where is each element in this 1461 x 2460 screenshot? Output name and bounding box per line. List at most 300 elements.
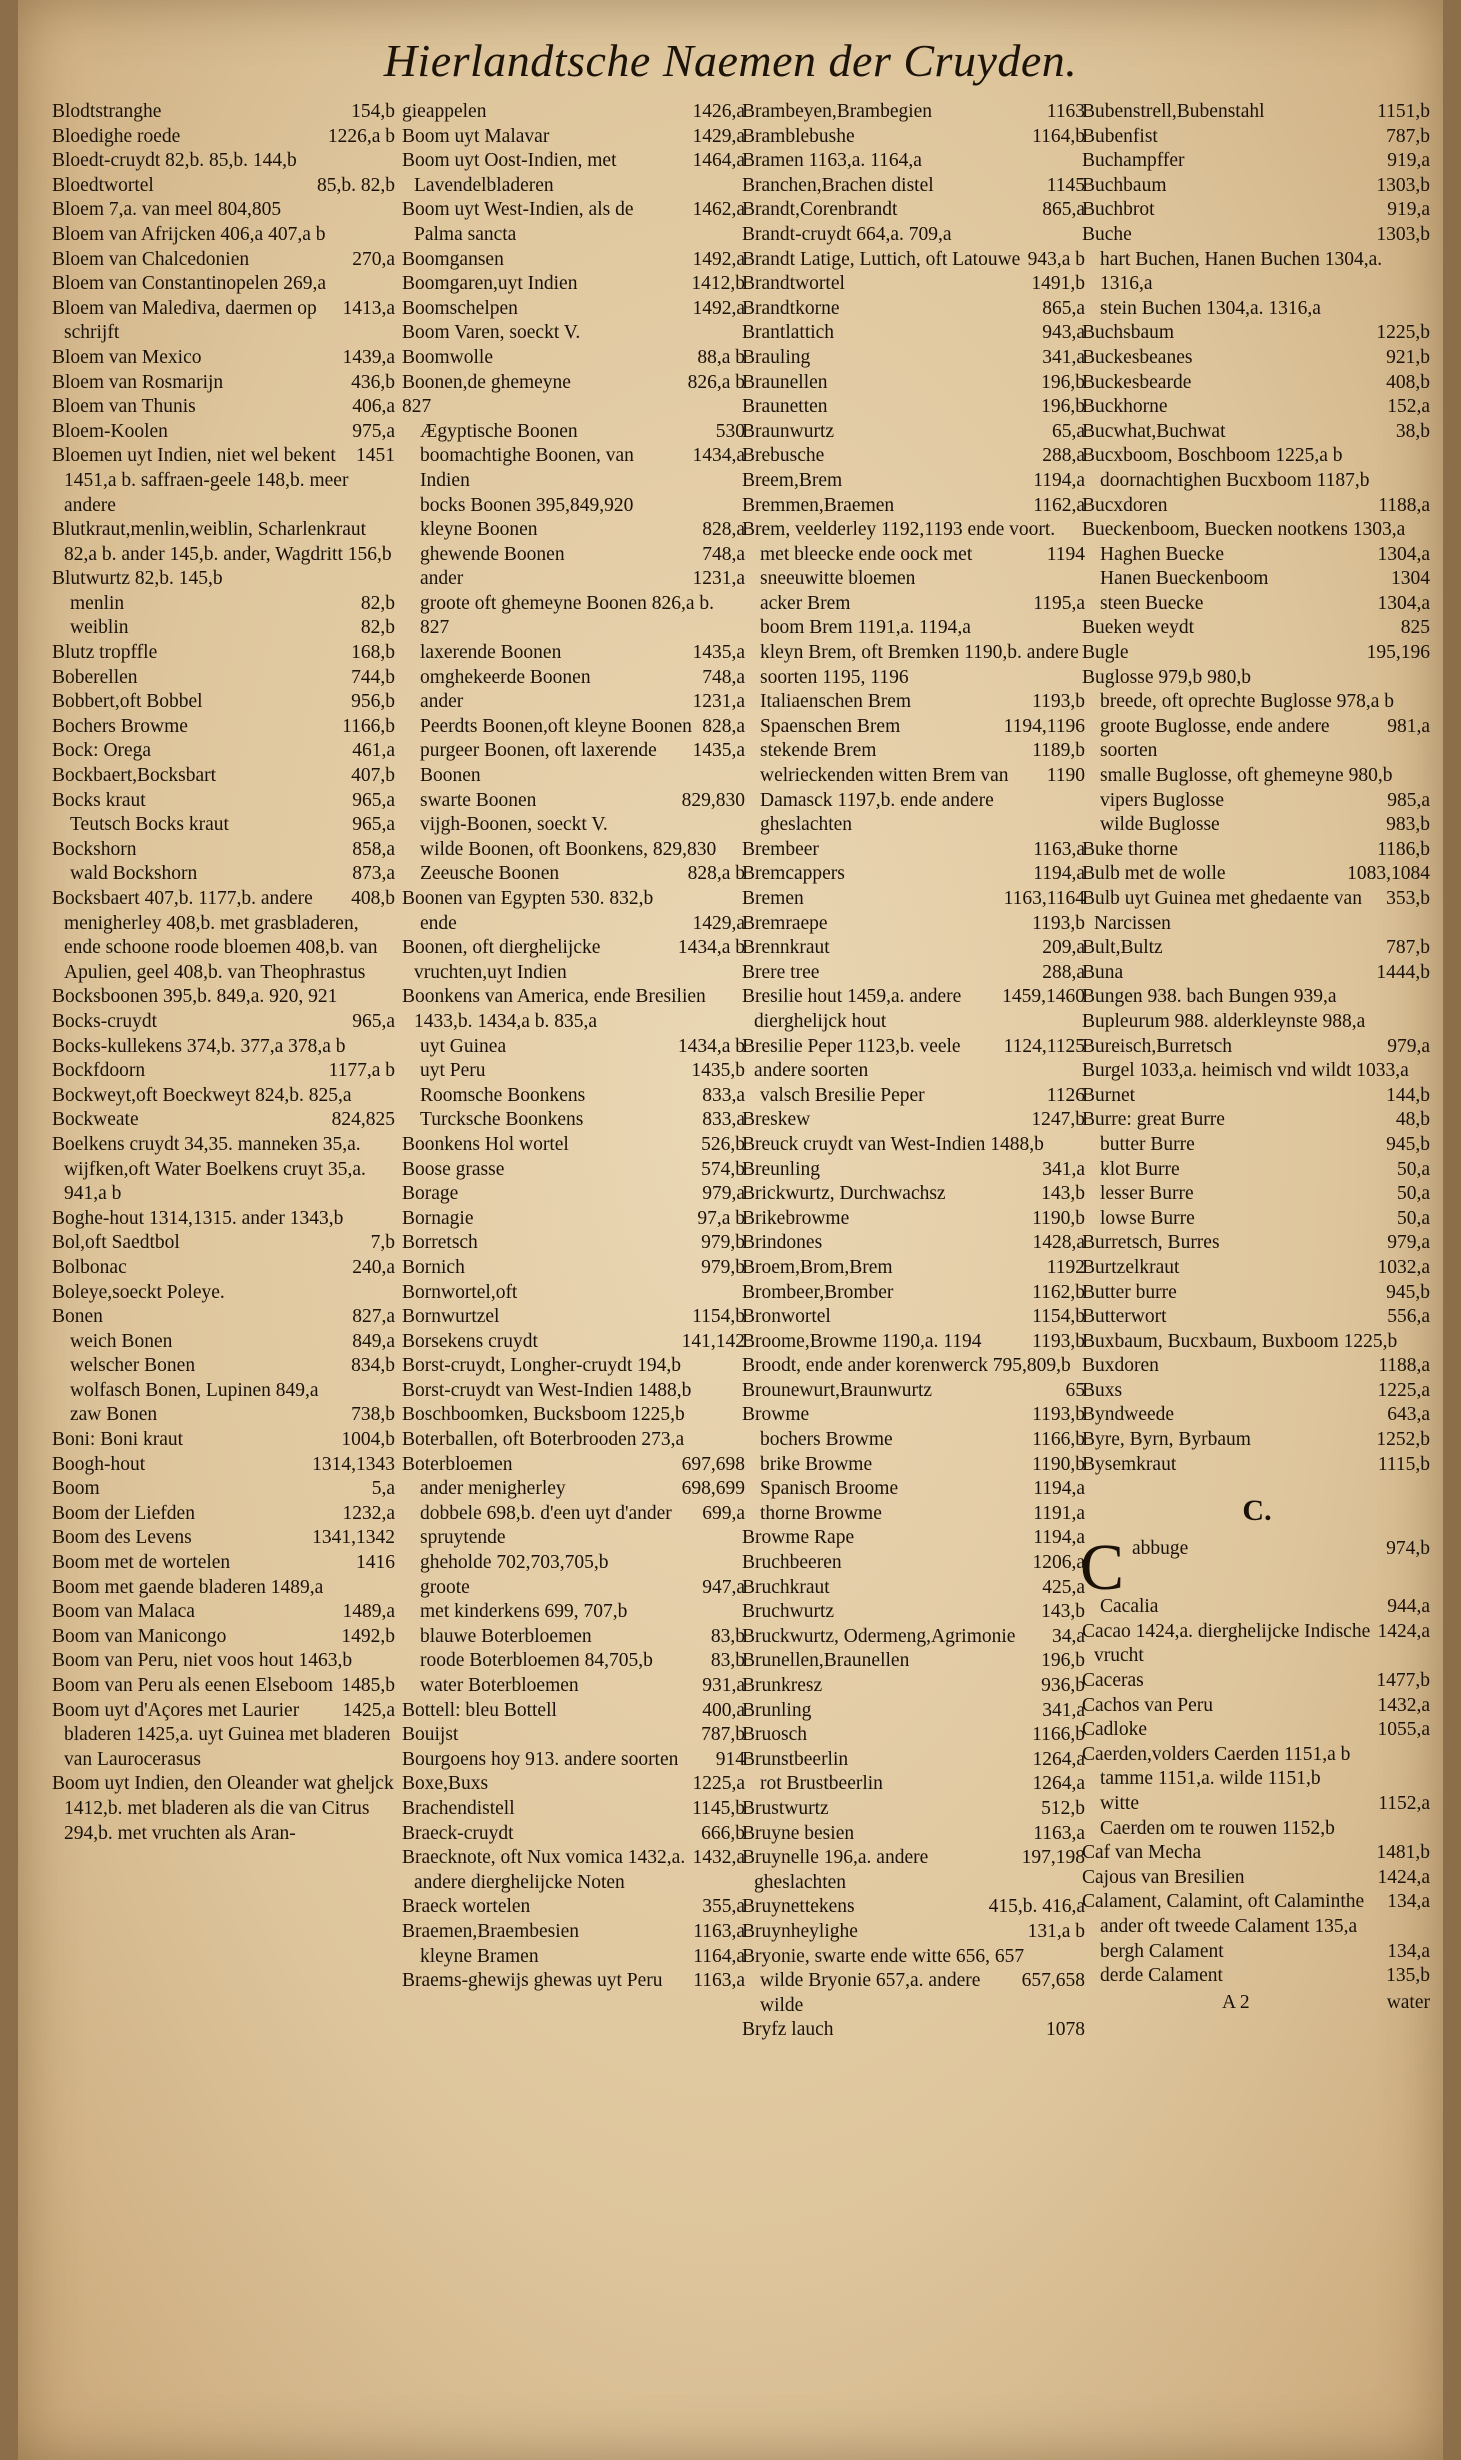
index-entry <box>52 1305 397 1330</box>
index-entry <box>52 1428 397 1453</box>
entry-term: Burtzelkraut <box>1082 1256 1180 1278</box>
entry-page-ref: 921,b <box>1386 346 1430 368</box>
entry-term: Caerden,volders Caerden 1151,a b <box>1082 1743 1351 1765</box>
entry-page-ref: 1206,a <box>1032 1552 1085 1574</box>
entry-page-ref: 461,a <box>352 740 395 762</box>
index-entry <box>402 690 747 715</box>
index-entry <box>742 297 1087 322</box>
index-entry <box>742 1035 1087 1084</box>
entry-page-ref: 1166,b <box>1032 1429 1085 1451</box>
index-entry <box>402 518 747 543</box>
index-entry <box>742 985 1087 1034</box>
entry-term: Bloem-Koolen <box>52 420 168 442</box>
entry-page-ref: 48,b <box>1395 1109 1430 1131</box>
entry-term: Boberellen <box>52 666 138 688</box>
entry-term: 827 <box>402 396 432 418</box>
entry-page-ref: 919,a <box>1387 199 1430 221</box>
index-entry <box>1082 1403 1432 1428</box>
entry-term: vijgh-Boonen, soeckt V. <box>420 814 608 836</box>
entry-page-ref: 1191,a <box>1033 1502 1085 1524</box>
index-entry <box>1082 1694 1432 1719</box>
entry-term: Boomgansen <box>402 248 504 270</box>
entry-term: met bleecke ende oock met sneeuwitte bloemen <box>760 543 973 590</box>
index-entry <box>52 813 397 838</box>
index-entry <box>742 1846 1087 1895</box>
index-entry <box>742 641 1087 690</box>
entry-page-ref: 1226,a b <box>327 125 395 147</box>
entry-page-ref: 407,b <box>351 765 395 787</box>
entry-page-ref: 1078 <box>1046 2019 1085 2041</box>
index-entry <box>1082 469 1432 494</box>
index-entry <box>742 1649 1087 1674</box>
entry-term: Buchbrot <box>1082 199 1155 221</box>
entry-term: Braemen,Braembesien <box>402 1920 580 1942</box>
index-entry <box>1082 494 1432 519</box>
entry-term: Hanen Bueckenboom <box>1100 568 1269 590</box>
entry-term: Buna <box>1082 961 1124 983</box>
entry-page-ref: 1434,a b <box>677 1035 745 1057</box>
index-entry <box>52 789 397 814</box>
index-entry <box>742 1354 1087 1379</box>
index-entry <box>742 1576 1087 1601</box>
entry-term: Roomsche Boonkens <box>420 1084 586 1106</box>
index-entry <box>1082 1792 1432 1817</box>
entry-page-ref: 1434,a <box>692 445 745 467</box>
entry-page-ref: 945,b <box>1386 1281 1430 1303</box>
entry-page-ref: 943,a b <box>1027 248 1085 270</box>
entry-term: Bysemkraut <box>1082 1453 1177 1475</box>
entry-term: Bruchkraut <box>742 1576 830 1598</box>
entry-term: Bramen 1163,a. 1164,a <box>742 150 922 172</box>
index-entry <box>1082 1866 1432 1891</box>
index-entry <box>742 739 1087 764</box>
entry-page-ref: 50,a <box>1396 1207 1430 1229</box>
entry-term: Peerdts Boonen,oft kleyne Boonen <box>420 715 692 737</box>
index-entry <box>52 1207 397 1232</box>
index-entry <box>742 174 1087 199</box>
entry-term: laxerende Boonen <box>420 642 562 664</box>
entry-term: Burgel 1033,a. heimisch vnd wildt 1033,a <box>1082 1060 1409 1082</box>
index-entry <box>742 198 1087 223</box>
entry-term: doornachtighen Bucxboom 1187,b <box>1100 469 1370 491</box>
entry-page-ref: 1435,a <box>692 642 745 664</box>
entry-page-ref: 1412,b <box>691 273 745 295</box>
index-entry <box>742 592 1087 617</box>
entry-term: Blutwurtz 82,b. 145,b <box>52 568 223 590</box>
index-entry <box>402 641 747 666</box>
index-entry <box>402 1502 747 1551</box>
entry-term: Butterwort <box>1082 1306 1167 1328</box>
entry-term: Bupleurum 988. alderkleynste 988,a <box>1082 1010 1366 1032</box>
entry-term: Bruchwurtz <box>742 1601 835 1623</box>
index-entry <box>402 1945 747 1970</box>
entry-page-ref: 1485,b <box>341 1675 395 1696</box>
index-entry <box>1082 1428 1432 1453</box>
index-entry <box>1082 1595 1432 1620</box>
entry-term: Boom uyt West-Indien, als de Palma sancta <box>402 199 634 245</box>
entry-term: Bruynettekens <box>742 1896 855 1918</box>
index-entry <box>742 1281 1087 1306</box>
index-entry <box>52 100 397 125</box>
index-entry <box>52 666 397 691</box>
index-entry <box>742 1920 1087 1945</box>
index-entry <box>1082 444 1432 469</box>
entry-term: wald Bockshorn <box>70 863 198 885</box>
entry-term: rot Brustbeerlin <box>760 1773 883 1795</box>
entry-page-ref: 1163,a <box>1033 1822 1085 1844</box>
entry-term: Bornwurtzel <box>402 1306 500 1328</box>
index-entry <box>1082 100 1432 125</box>
section-heading-c: C. <box>1242 1494 1272 1528</box>
entry-term: kleyne Boonen <box>420 519 538 541</box>
entry-term: Spaenschen Brem <box>760 715 901 737</box>
index-entry <box>742 1379 1087 1404</box>
index-entry <box>1082 1256 1432 1281</box>
entry-term: Buxs <box>1082 1379 1123 1401</box>
entry-term: Bochers Browme <box>52 715 188 737</box>
entry-term: Brunkresz <box>742 1675 823 1696</box>
index-entry <box>52 1477 397 1502</box>
index-entry <box>742 1256 1087 1281</box>
entry-page-ref: 85,b. 82,b <box>317 174 395 196</box>
entry-term: Bolbonac <box>52 1256 127 1278</box>
entry-page-ref: 956,b <box>351 691 395 713</box>
index-entry <box>402 1256 747 1281</box>
index-entry <box>402 1748 747 1773</box>
entry-term: ghewende Boonen <box>420 543 565 565</box>
entry-term: uyt Guinea <box>420 1035 507 1057</box>
entry-page-ref: 824,825 <box>331 1109 395 1131</box>
entry-term: Brandt-cruydt 664,a. 709,a <box>742 223 952 245</box>
index-entry <box>52 739 397 764</box>
entry-page-ref: 1163,a <box>693 1920 745 1942</box>
entry-term: wilde Boonen, oft Boonkens, 829,830 <box>420 838 717 860</box>
entry-page-ref: 936,b <box>1041 1675 1085 1696</box>
entry-term: Boom met gaende bladeren 1489,a <box>52 1576 324 1598</box>
entry-page-ref: 975,a <box>352 420 395 442</box>
index-entry <box>1082 518 1432 543</box>
entry-page-ref: 1151,b <box>1377 101 1430 122</box>
entry-term: Bulb met de wolle <box>1082 863 1226 885</box>
entry-term: Buke thorne <box>1082 838 1178 860</box>
index-entry <box>52 764 397 789</box>
entry-term: lowse Burre <box>1100 1207 1195 1229</box>
entry-term: ander oft tweede Calament 135,a <box>1100 1915 1358 1937</box>
index-entry <box>742 149 1087 174</box>
index-column-1 <box>52 100 397 1846</box>
entry-term: Brustwurtz <box>742 1797 829 1819</box>
index-entry <box>402 1207 747 1232</box>
entry-term: Boose grasse <box>402 1158 505 1180</box>
entry-term: Brebusche <box>742 445 825 467</box>
index-entry <box>52 125 397 150</box>
entry-term: Brunstbeerlin <box>742 1748 849 1770</box>
entry-term: Bloemen uyt Indien, niet wel bekent 1451,a b. saffraen-geele 148,b. meer andere <box>52 445 349 516</box>
entry-page-ref: 270,a <box>352 248 395 270</box>
index-entry <box>52 690 397 715</box>
index-entry <box>52 862 397 887</box>
index-entry <box>52 887 397 985</box>
entry-term: Boschboomken, Bucksboom 1225,b <box>402 1404 685 1426</box>
entry-term: Bloem van Mexico <box>52 346 202 368</box>
entry-term: Boterballen, oft Boterbrooden 273,a <box>402 1429 685 1451</box>
entry-term: Butter burre <box>1082 1281 1177 1303</box>
entry-term: Boom van Peru, niet voos hout 1463,b <box>52 1650 353 1672</box>
entry-term: Bocks kraut <box>52 789 146 811</box>
entry-term: Boom der Liefden <box>52 1502 195 1524</box>
index-entry <box>402 887 747 912</box>
entry-term: Bruynelle 196,a. andere gheslachten <box>742 1847 929 1893</box>
entry-term: Bocksboonen 395,b. 849,a. 920, 921 <box>52 986 338 1008</box>
index-entry <box>402 1576 747 1601</box>
index-entry <box>52 1059 397 1084</box>
index-entry <box>402 739 747 788</box>
entry-page-ref: 1413,a <box>342 297 395 319</box>
entry-page-ref: 530 <box>715 420 745 442</box>
entry-term: Bronwortel <box>742 1306 831 1328</box>
entry-page-ref: 748,a <box>702 666 745 688</box>
index-entry <box>402 248 747 273</box>
index-entry <box>742 1969 1087 2018</box>
entry-term: Boleye,soeckt Poleye. <box>52 1281 225 1303</box>
entry-term: Braeck-cruydt <box>402 1822 514 1844</box>
index-entry <box>52 1600 397 1625</box>
entry-term: Brachendistell <box>402 1797 515 1819</box>
entry-page-ref: 1264,a <box>1032 1773 1085 1795</box>
entry-page-ref: 1462,a <box>692 199 745 221</box>
entry-term: Boom uyt d'Açores met Laurier bladeren 1425,a. uyt Guinea met bladeren van Laurocerasus <box>52 1699 391 1770</box>
entry-page-ref: 196,b <box>1041 1650 1085 1672</box>
index-entry <box>742 1674 1087 1699</box>
index-entry <box>402 1305 747 1330</box>
entry-term: bochers Browme <box>760 1429 893 1451</box>
index-entry <box>1082 1964 1432 1989</box>
entry-term: boom Brem 1191,a. 1194,a <box>760 617 971 639</box>
index-entry <box>402 666 747 691</box>
index-entry <box>1082 1915 1432 1940</box>
entry-term: derde Calament <box>1100 1965 1223 1987</box>
entry-page-ref: 1195,a <box>1033 592 1085 614</box>
entry-page-ref: 1304,a <box>1377 592 1430 614</box>
index-entry <box>1080 1531 1432 1605</box>
entry-page-ref: 825 <box>1400 617 1430 639</box>
index-entry <box>1082 223 1432 248</box>
index-entry <box>1082 1767 1432 1792</box>
entry-term: Bremen <box>742 888 804 909</box>
entry-term: Boom <box>52 1478 100 1500</box>
entry-term: Boom van Manicongo <box>52 1625 227 1647</box>
entry-page-ref: 1162,b <box>1032 1281 1085 1303</box>
index-entry <box>742 1895 1087 1920</box>
index-entry <box>1082 321 1432 346</box>
entry-term: Turcksche Boonkens <box>420 1109 584 1131</box>
index-entry <box>402 1969 747 1994</box>
index-entry <box>742 887 1087 912</box>
entry-page-ref: 1055,a <box>1377 1719 1430 1741</box>
entry-term: Cacao 1424,a. dierghelijcke Indische vrucht <box>1082 1620 1371 1667</box>
entry-term: Bremmen,Braemen <box>742 494 895 516</box>
index-entry <box>1082 1084 1432 1109</box>
entry-term: Bloedighe roede <box>52 125 181 147</box>
index-entry <box>52 1133 397 1207</box>
entry-term: Bungen 938. bach Bungen 939,a <box>1082 986 1337 1008</box>
entry-page-ref: 341,a <box>1042 1699 1085 1721</box>
entry-page-ref: 1188,a <box>1378 494 1430 516</box>
entry-page-ref: 131,a b <box>1027 1920 1085 1942</box>
index-entry <box>1082 1669 1432 1694</box>
entry-page-ref: 152,a <box>1387 396 1430 418</box>
index-entry <box>52 1084 397 1109</box>
column-4-entries <box>1082 100 1432 1477</box>
entry-page-ref: 144,b <box>1386 1084 1430 1106</box>
entry-term: Byre, Byrn, Byrbaum <box>1082 1429 1251 1451</box>
index-column-3 <box>742 100 1087 2043</box>
entry-term: Brunling <box>742 1699 812 1721</box>
entry-page-ref: 1303,b <box>1376 174 1430 196</box>
entry-term: Brem, veelderley 1192,1193 ende voort. <box>742 519 1056 541</box>
index-entry <box>742 1822 1087 1847</box>
index-entry <box>1082 1817 1432 1842</box>
entry-page-ref: 931,a <box>702 1675 745 1696</box>
entry-term: Burnet <box>1082 1084 1136 1106</box>
index-entry <box>402 813 747 838</box>
entry-term: Bremraepe <box>742 912 828 934</box>
entry-page-ref: 945,b <box>1386 1133 1430 1155</box>
entry-term: Bockbaert,Bocksbart <box>52 765 217 787</box>
entry-term: Bockweyt,oft Boeckweyt 824,b. 825,a <box>52 1084 352 1106</box>
entry-page-ref: 828,a <box>702 715 745 737</box>
entry-term: Byndweede <box>1082 1404 1175 1426</box>
index-entry <box>52 518 397 567</box>
entry-page-ref: 7,b <box>370 1232 395 1254</box>
entry-page-ref: 141,142 <box>681 1330 745 1352</box>
entry-term: Bockfdoorn <box>52 1060 146 1082</box>
entry-page-ref: 1491,b <box>1031 273 1085 295</box>
entry-page-ref: 355,a <box>702 1896 745 1918</box>
index-entry <box>742 862 1087 887</box>
index-entry <box>402 420 747 445</box>
index-entry <box>52 1699 397 1773</box>
entry-term: witte <box>1100 1793 1139 1814</box>
index-entry <box>1082 420 1432 445</box>
index-entry <box>402 1772 747 1797</box>
index-entry <box>402 1108 747 1133</box>
entry-term: Breem,Brem <box>742 469 843 491</box>
entry-term: Brikebrowme <box>742 1207 850 1229</box>
entry-term: Bruosch <box>742 1724 807 1746</box>
index-entry <box>402 100 747 125</box>
entry-page-ref: 240,a <box>352 1256 395 1278</box>
entry-page-ref: 744,b <box>351 666 395 688</box>
entry-term: klot Burre <box>1100 1158 1180 1180</box>
index-entry <box>402 1600 747 1625</box>
index-entry <box>52 838 397 863</box>
entry-term: Braunetten <box>742 396 828 418</box>
entry-page-ref: 134,a <box>1387 1891 1430 1913</box>
entry-term: steen Buecke <box>1100 592 1204 614</box>
index-entry <box>742 543 1087 592</box>
entry-term: Brickwurtz, Durchwachsz <box>742 1183 946 1205</box>
entry-term: ander <box>420 568 464 590</box>
entry-term: Spanisch Broome <box>760 1478 899 1500</box>
index-entry <box>742 469 1087 494</box>
entry-page-ref: 1115,b <box>1377 1453 1430 1475</box>
index-entry <box>742 715 1087 740</box>
entry-term: Boom van Peru als eenen Elseboom <box>52 1675 334 1696</box>
index-entry <box>52 272 397 297</box>
index-entry <box>402 1649 747 1674</box>
entry-term: Bucwhat,Buchwat <box>1082 420 1226 442</box>
entry-page-ref: 1303,b <box>1376 223 1430 245</box>
index-entry <box>52 420 397 445</box>
entry-term: Bresilie hout 1459,a. andere dierghelijck hout <box>742 986 962 1032</box>
entry-term: Boonen van Egypten 530. 832,b <box>402 888 654 909</box>
entry-term: Bocks-cruydt <box>52 1010 158 1032</box>
entry-page-ref: 1032,a <box>1377 1256 1430 1278</box>
index-entry <box>402 1846 747 1895</box>
index-entry <box>402 1059 747 1084</box>
entry-page-ref: 195,196 <box>1366 642 1430 664</box>
index-entry <box>742 961 1087 986</box>
entry-term: welrieckenden witten Brem van Damasck 1197,b. ende andere gheslachten <box>760 765 1009 836</box>
index-entry <box>52 616 397 641</box>
entry-term: Boogh-hout <box>52 1453 146 1475</box>
index-entry <box>52 223 397 248</box>
index-entry <box>1082 371 1432 396</box>
index-entry <box>742 223 1087 248</box>
index-entry <box>1082 936 1432 961</box>
index-entry <box>402 1084 747 1109</box>
entry-term: ander menigherley <box>420 1478 566 1500</box>
entry-page-ref: 965,a <box>352 1010 395 1032</box>
index-entry <box>1082 1718 1432 1743</box>
index-entry <box>742 518 1087 543</box>
entry-page-ref: 143,b <box>1041 1183 1085 1205</box>
index-entry <box>1082 149 1432 174</box>
index-entry <box>1082 1330 1432 1355</box>
entry-page-ref: 873,a <box>352 863 395 885</box>
entry-term: kleyn Brem, oft Bremken 1190,b. andere soorten 1195, 1196 <box>760 642 1079 688</box>
entry-page-ref: 1154,b <box>1032 1306 1085 1328</box>
index-entry <box>1082 1743 1432 1768</box>
index-entry <box>1082 862 1432 887</box>
entry-page-ref: 1304 <box>1391 568 1430 590</box>
index-entry <box>402 592 747 641</box>
index-column-4 <box>1082 100 1432 2015</box>
entry-page-ref: 1083,1084 <box>1347 863 1430 885</box>
entry-page-ref: 1425,a <box>342 1699 395 1721</box>
entry-term: Italiaenschen Brem <box>760 691 912 713</box>
index-entry <box>1082 1108 1432 1133</box>
entry-term: Brembeer <box>742 838 819 860</box>
entry-term: Boom met de wortelen <box>52 1552 231 1574</box>
entry-page-ref: 833,a <box>702 1084 745 1106</box>
index-entry <box>742 1330 1087 1355</box>
entry-term: Bloem van Constantinopelen 269,a <box>52 273 327 295</box>
entry-page-ref: 1444,b <box>1376 961 1430 983</box>
entry-term: Haghen Buecke <box>1100 543 1224 565</box>
entry-term: Bock: Orega <box>52 740 152 762</box>
entry-term: Bloem van Malediva, daermen op schrijft <box>52 297 317 344</box>
entry-term: Broome,Browme 1190,a. 1194 <box>742 1330 982 1352</box>
entry-term: Boelkens cruydt 34,35. manneken 35,a. wijfken,oft Water Boelkens cruyt 35,a. 941,a b <box>52 1133 366 1205</box>
index-entry <box>1082 1354 1432 1379</box>
entry-term: Caerden om te rouwen 1152,b <box>1100 1817 1335 1839</box>
entry-term: Bremcappers <box>742 863 845 885</box>
entry-term: Boghe-hout 1314,1315. ander 1343,b <box>52 1207 344 1229</box>
entry-term: Bult,Bultz <box>1082 937 1163 959</box>
index-entry <box>1082 1207 1432 1232</box>
